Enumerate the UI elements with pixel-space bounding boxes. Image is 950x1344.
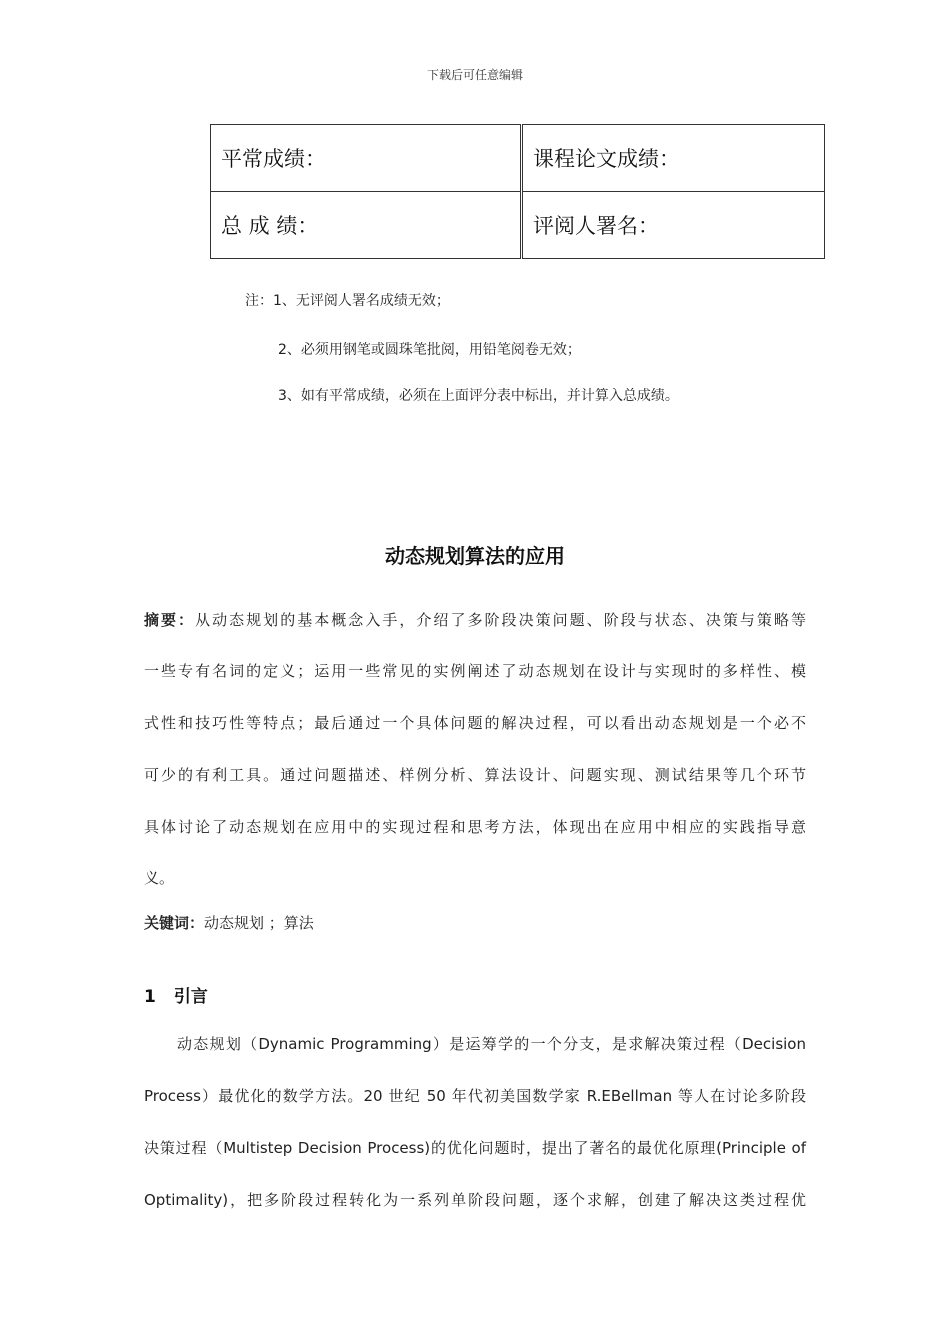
abstract-line: 可少的有利工具。通过问题描述、样例分析、算法设计、问题实现、测试结果等几个环节 — [144, 766, 806, 784]
section-body-line: 决策过程（Multistep Decision Process)的优化问题时，提出了著名的最优化原理(Principle of — [144, 1139, 806, 1157]
reviewer-signature-cell: 评阅人署名： — [522, 192, 825, 259]
section-body-line: Optimality)，把多阶段过程转化为一系列单阶段问题，逐个求解，创建了解决这类过程优 — [144, 1191, 806, 1209]
header-note: 下载后可任意编辑 — [426, 68, 523, 82]
section-title: 引言 — [173, 987, 208, 1007]
abstract-line: 式性和技巧性等特点；最后通过一个具体问题的解决过程，可以看出动态规划是一个必不 — [144, 714, 806, 732]
total-score-cell: 总 成 绩： — [211, 192, 522, 259]
abstract-line: 具体讨论了动态规划在应用中的实现过程和思考方法，体现出在应用中相应的实践指导意 — [144, 818, 806, 836]
abstract-line: 义。 — [144, 869, 175, 887]
grade-table — [210, 124, 825, 259]
regular-score-cell: 平常成绩： — [211, 125, 522, 192]
note-line-1: 注：1、无评阅人署名成绩无效； — [245, 293, 450, 309]
keywords-value: 动态规划 ；算法 — [204, 914, 314, 932]
abstract-text: 从动态规划的基本概念入手，介绍了多阶段决策问题、阶段与状态、决策与策略等 — [195, 611, 806, 629]
section-body-line: Process）最优化的数学方法。20 世纪 50 年代初美国数学家 R.EBellman 等人在讨论多阶段 — [144, 1087, 806, 1105]
paper-title: 动态规划算法的应用 — [385, 544, 565, 568]
note-line-2: 2、必须用钢笔或圆珠笔批阅，用铅笔阅卷无效； — [278, 342, 581, 358]
section-number: 1 — [144, 987, 156, 1007]
table-row — [211, 192, 825, 259]
keywords-label: 关键词： — [144, 914, 205, 932]
section-heading — [144, 982, 208, 1007]
note-line-3: 3、如有平常成绩，必须在上面评分表中标出，并计算入总成绩。 — [278, 388, 679, 404]
abstract-line — [144, 609, 806, 630]
section-body-line: 动态规划（Dynamic Programming）是运筹学的一个分支，是求解决策过程（Decision — [177, 1035, 806, 1053]
abstract-line: 一些专有名词的定义；运用一些常见的实例阐述了动态规划在设计与实现时的多样性、模 — [144, 662, 806, 680]
keywords-line — [144, 912, 806, 933]
table-row — [211, 125, 825, 192]
paper-score-cell: 课程论文成绩： — [522, 125, 825, 192]
abstract-label: 摘要： — [144, 611, 196, 629]
